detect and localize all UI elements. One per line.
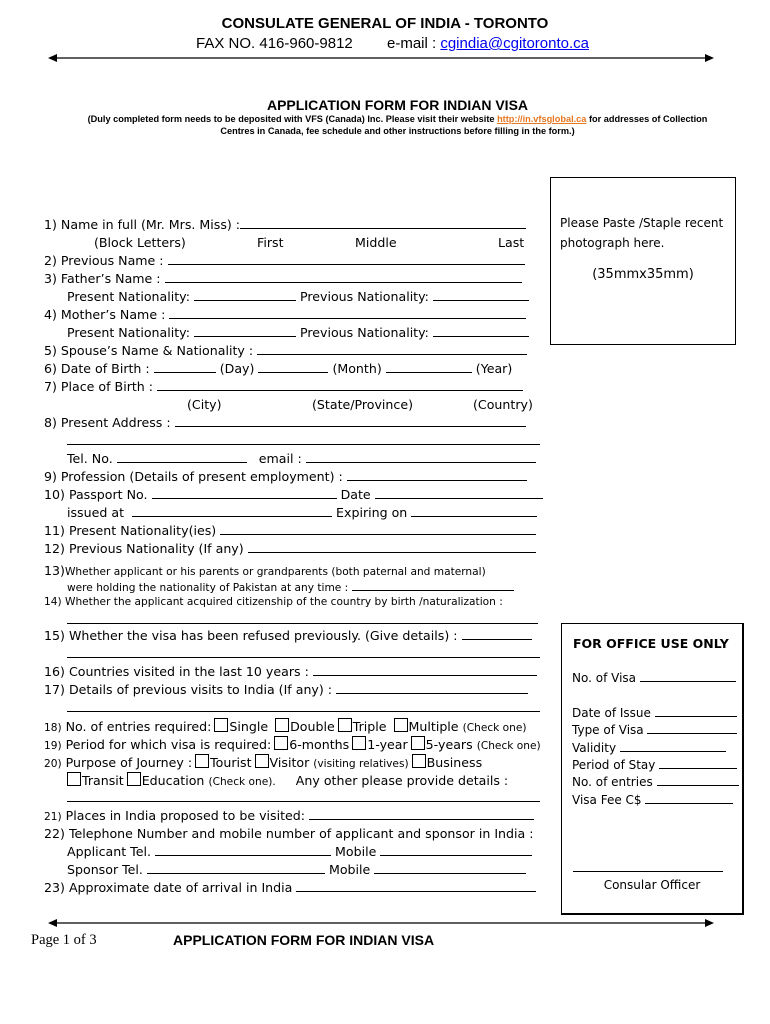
business-checkbox[interactable] xyxy=(412,754,426,768)
photo-instruction-2: photograph here. xyxy=(560,236,665,250)
visitor-checkbox[interactable] xyxy=(255,754,269,768)
tourist-checkbox[interactable] xyxy=(195,754,209,768)
q2-row xyxy=(44,253,525,268)
office-use-title: FOR OFFICE USE ONLY xyxy=(573,636,729,651)
transit-checkbox[interactable] xyxy=(67,772,81,786)
q1-first: First xyxy=(257,235,284,250)
q13-label2: were holding the nationality of Pakistan at any time : xyxy=(67,582,349,594)
q20-line xyxy=(67,790,540,805)
single-label: Single xyxy=(229,719,269,734)
mother-previous-nationality-field[interactable] xyxy=(433,325,529,337)
passport-no-field[interactable] xyxy=(152,487,337,499)
purpose-check-one: (Check one). xyxy=(208,776,276,788)
q3-nationality-row xyxy=(67,289,529,304)
q13-row xyxy=(44,560,486,579)
dob-day-label: (Day) xyxy=(219,361,255,376)
q18-row xyxy=(44,718,527,734)
consular-officer-label: Consular Officer xyxy=(603,878,701,892)
page-number: Page 1 of 3 xyxy=(31,932,97,948)
expiring-field[interactable] xyxy=(411,505,537,517)
visa-fee-field[interactable] xyxy=(645,792,733,804)
q3-label: 3) Father’s Name : xyxy=(44,271,161,286)
other-purpose-label: Any other please provide details : xyxy=(295,773,509,788)
header-double-arrow xyxy=(48,52,714,64)
q4-label: 4) Mother’s Name : xyxy=(44,307,166,322)
expiring-label: Expiring on xyxy=(336,505,408,520)
present-address-line2[interactable] xyxy=(67,433,540,445)
no-of-visa-field[interactable] xyxy=(640,670,736,682)
photo-instruction-1: Please Paste /Staple recent xyxy=(560,216,724,230)
pakistan-nationality-field[interactable] xyxy=(352,579,514,591)
tel-email-row xyxy=(67,451,536,466)
sponsor-mobile-field[interactable] xyxy=(374,862,526,874)
date-of-issue-field[interactable] xyxy=(655,705,737,717)
q19-row xyxy=(44,736,541,752)
type-of-visa-field[interactable] xyxy=(647,722,737,734)
footer-double-arrow xyxy=(48,917,714,929)
applicant-email-field[interactable] xyxy=(306,451,536,463)
q10-label: 10) Passport No. xyxy=(44,487,148,502)
q1-block-letters: (Block Letters) xyxy=(94,235,186,250)
q23-row xyxy=(44,880,536,895)
q16-label: 16) Countries visited in the last 10 years : xyxy=(44,664,309,679)
full-name-field[interactable] xyxy=(240,217,526,229)
q17-line2 xyxy=(67,700,540,715)
pob-state: (State/Province) xyxy=(312,397,413,412)
q20-label: Purpose of Journey : xyxy=(65,755,193,770)
present-nationalities-field[interactable] xyxy=(220,523,536,535)
office-use-box xyxy=(561,623,744,915)
passport-date-label: Date xyxy=(340,487,371,502)
other-purpose-field[interactable] xyxy=(67,790,540,802)
q13-row2 xyxy=(67,579,514,594)
footer-title: APPLICATION FORM FOR INDIAN VISA xyxy=(173,932,435,948)
dob-month-label: (Month) xyxy=(332,361,382,376)
q11-label: 11) Present Nationality(ies) xyxy=(44,523,217,538)
validity-label: Validity xyxy=(572,741,617,755)
q18-number: 18) xyxy=(44,722,62,734)
q8-row xyxy=(44,415,526,430)
email-field-label: email : xyxy=(258,451,302,466)
sponsor-tel-field[interactable] xyxy=(147,862,325,874)
q6-row xyxy=(44,361,512,376)
q22-label: 22) Telephone Number and mobile number of applicant and sponsor in India : xyxy=(44,826,534,841)
spouse-field[interactable] xyxy=(257,343,527,355)
q1-name-row xyxy=(44,217,526,232)
q20-number: 20) xyxy=(44,758,62,770)
validity-field[interactable] xyxy=(620,740,726,752)
triple-label: Triple xyxy=(352,719,387,734)
issued-at-label: issued at xyxy=(67,505,125,520)
father-previous-nationality-label: Previous Nationality: xyxy=(299,289,429,304)
q19-number: 19) xyxy=(44,740,62,752)
q7-label: 7) Place of Birth : xyxy=(44,379,154,394)
q1-label: 1) Name in full (Mr. Mrs. Miss) : xyxy=(44,217,241,232)
office-validity-row xyxy=(572,740,726,755)
q15-label: 15) Whether the visa has been refused previously. (Give details) : xyxy=(44,628,458,643)
date-of-issue-label: Date of Issue xyxy=(572,706,651,720)
q11-row xyxy=(44,523,536,538)
email-label: e-mail : xyxy=(387,35,441,52)
double-label: Double xyxy=(290,719,335,734)
no-of-entries-field[interactable] xyxy=(657,774,739,786)
six-months-label: 6-months xyxy=(289,737,350,752)
applicant-tel-field[interactable] xyxy=(155,844,331,856)
dob-month-field[interactable] xyxy=(258,361,328,373)
email-link[interactable]: cgindia@cgitoronto.ca xyxy=(440,35,589,52)
q20-row2 xyxy=(64,772,508,788)
previous-nationality-field[interactable] xyxy=(248,541,536,553)
one-year-checkbox[interactable] xyxy=(352,736,366,750)
profession-field[interactable] xyxy=(347,469,527,481)
visa-refused-field[interactable] xyxy=(462,628,532,640)
q5-row xyxy=(44,343,527,358)
applicant-tel-label: Applicant Tel. xyxy=(67,844,151,859)
citizenship-field[interactable] xyxy=(67,612,538,624)
passport-date-field[interactable] xyxy=(375,487,543,499)
q13-number: 13) xyxy=(44,563,65,578)
no-of-visa-label: No. of Visa xyxy=(572,671,637,685)
education-label: Education xyxy=(141,773,205,788)
office-period-row xyxy=(572,757,737,772)
visiting-relatives-label: (visiting relatives) xyxy=(313,758,409,770)
father-previous-nationality-field[interactable] xyxy=(433,289,529,301)
q4-row xyxy=(44,307,526,322)
period-of-stay-label: Period of Stay xyxy=(572,758,656,772)
single-checkbox[interactable] xyxy=(214,718,228,732)
dob-day-field[interactable] xyxy=(154,361,216,373)
places-field[interactable] xyxy=(309,808,534,820)
visitor-label: Visitor xyxy=(269,755,310,770)
q23-label: 23) Approximate date of arrival in India xyxy=(44,880,293,895)
q1-middle: Middle xyxy=(355,235,397,250)
q15-line2 xyxy=(67,646,540,661)
father-name-field[interactable] xyxy=(165,271,522,283)
present-address-field[interactable] xyxy=(175,415,526,427)
photo-box[interactable] xyxy=(550,177,736,345)
q10-row xyxy=(44,487,543,502)
previous-visits-line2[interactable] xyxy=(67,700,540,712)
consulate-title: CONSULATE GENERAL OF INDIA - TORONTO xyxy=(221,15,549,32)
mother-previous-nationality-label: Previous Nationality: xyxy=(299,325,429,340)
photo-size: (35mmx35mm) xyxy=(592,267,694,282)
mother-name-field[interactable] xyxy=(169,307,526,319)
previous-visits-field[interactable] xyxy=(336,682,528,694)
visa-refused-line2[interactable] xyxy=(67,646,540,658)
q21-row xyxy=(44,808,534,823)
email-line xyxy=(387,35,589,52)
q7-row xyxy=(44,379,523,394)
q19-label: Period for which visa is required: xyxy=(65,737,272,752)
q12-row xyxy=(44,541,536,556)
pob-country: (Country) xyxy=(473,397,533,412)
tel-field[interactable] xyxy=(117,451,247,463)
q8-label: 8) Present Address : xyxy=(44,415,171,430)
q13-label: Whether applicant or his parents or grandparents (both paternal and maternal) xyxy=(64,566,486,578)
education-checkbox[interactable] xyxy=(127,772,141,786)
father-present-nationality-label: Present Nationality: xyxy=(67,289,190,304)
q6-label: 6) Date of Birth : xyxy=(44,361,150,376)
arrival-date-field[interactable] xyxy=(296,880,536,892)
dob-year-field[interactable] xyxy=(386,361,472,373)
q9-row xyxy=(44,469,527,484)
period-of-stay-field[interactable] xyxy=(659,757,737,769)
visa-fee-label: Visa Fee C$ xyxy=(572,793,642,807)
mother-present-nationality-field[interactable] xyxy=(194,325,296,337)
entries-check-one: (Check one) xyxy=(462,722,527,734)
triple-checkbox[interactable] xyxy=(338,718,352,732)
no-of-entries-label: No. of entries xyxy=(572,775,653,789)
q12-label: 12) Previous Nationality (If any) xyxy=(44,541,244,556)
office-fee-row xyxy=(572,792,733,807)
six-months-checkbox[interactable] xyxy=(274,736,288,750)
q3-row xyxy=(44,271,522,286)
type-of-visa-label: Type of Visa xyxy=(572,723,644,737)
issued-row xyxy=(67,505,537,520)
form-note-prefix: (Duly completed form needs to be deposited with VFS (Canada) Inc. Please visit their website xyxy=(87,114,498,124)
q18-label: No. of entries required: xyxy=(65,719,212,734)
multiple-checkbox[interactable] xyxy=(394,718,408,732)
q9-label: 9) Profession (Details of present employment) : xyxy=(44,469,343,484)
period-check-one: (Check one) xyxy=(476,740,541,752)
q20-row xyxy=(44,754,482,770)
five-years-label: 5-years xyxy=(425,737,473,752)
sponsor-mobile-label: Mobile xyxy=(328,862,371,877)
q2-label: 2) Previous Name : xyxy=(44,253,164,268)
office-entries-row xyxy=(572,774,739,789)
q1-last: Last xyxy=(498,235,525,250)
form-title: APPLICATION FORM FOR INDIAN VISA xyxy=(266,97,529,113)
vfs-link[interactable]: http://in.vfsglobal.ca xyxy=(497,114,587,124)
applicant-tel-row xyxy=(67,844,532,859)
office-no-of-visa-row xyxy=(572,670,736,685)
place-of-birth-field[interactable] xyxy=(157,379,523,391)
countries-visited-field[interactable] xyxy=(313,664,537,676)
dob-year-label: (Year) xyxy=(475,361,513,376)
q21-label: Places in India proposed to be visited: xyxy=(65,808,306,823)
q4-nationality-row xyxy=(67,325,529,340)
fax-number: FAX NO. 416-960-9812 xyxy=(196,35,353,52)
q14-label: 14) Whether the applicant acquired citizenship of the country by birth /naturalization : xyxy=(44,596,503,608)
father-present-nationality-field[interactable] xyxy=(194,289,296,301)
q16-row xyxy=(44,664,537,679)
applicant-mobile-label: Mobile xyxy=(335,844,377,859)
sponsor-tel-label: Sponsor Tel. xyxy=(67,862,143,877)
q5-label: 5) Spouse’s Name & Nationality : xyxy=(44,343,254,358)
address-line2 xyxy=(67,433,540,448)
tourist-label: Tourist xyxy=(210,755,252,770)
previous-name-field[interactable] xyxy=(168,253,525,265)
q17-label: 17) Details of previous visits to India (If any) : xyxy=(44,682,333,697)
signature-line[interactable] xyxy=(573,871,723,872)
applicant-mobile-field[interactable] xyxy=(380,844,532,856)
multiple-label: Multiple xyxy=(408,719,459,734)
business-label: Business xyxy=(426,755,483,770)
issued-at-field[interactable] xyxy=(132,505,332,517)
double-checkbox[interactable] xyxy=(275,718,289,732)
one-year-label: 1-year xyxy=(367,737,408,752)
q15-row xyxy=(44,628,532,643)
mother-present-nationality-label: Present Nationality: xyxy=(67,325,190,340)
form-note xyxy=(0,114,770,124)
transit-label: Transit xyxy=(82,773,124,788)
pob-city: (City) xyxy=(187,397,222,412)
office-date-issue-row xyxy=(572,705,737,720)
sponsor-tel-row xyxy=(67,862,526,877)
office-type-row xyxy=(572,722,737,737)
q21-number: 21) xyxy=(44,811,62,823)
tel-label: Tel. No. xyxy=(67,451,113,466)
form-note-line2: Centres in Canada, fee schedule and other instructions before filling in the form.) xyxy=(220,126,575,136)
q17-row xyxy=(44,682,528,697)
q14-line xyxy=(67,612,538,627)
five-years-checkbox[interactable] xyxy=(411,736,425,750)
form-note-suffix: for addresses of Collection xyxy=(586,114,708,124)
